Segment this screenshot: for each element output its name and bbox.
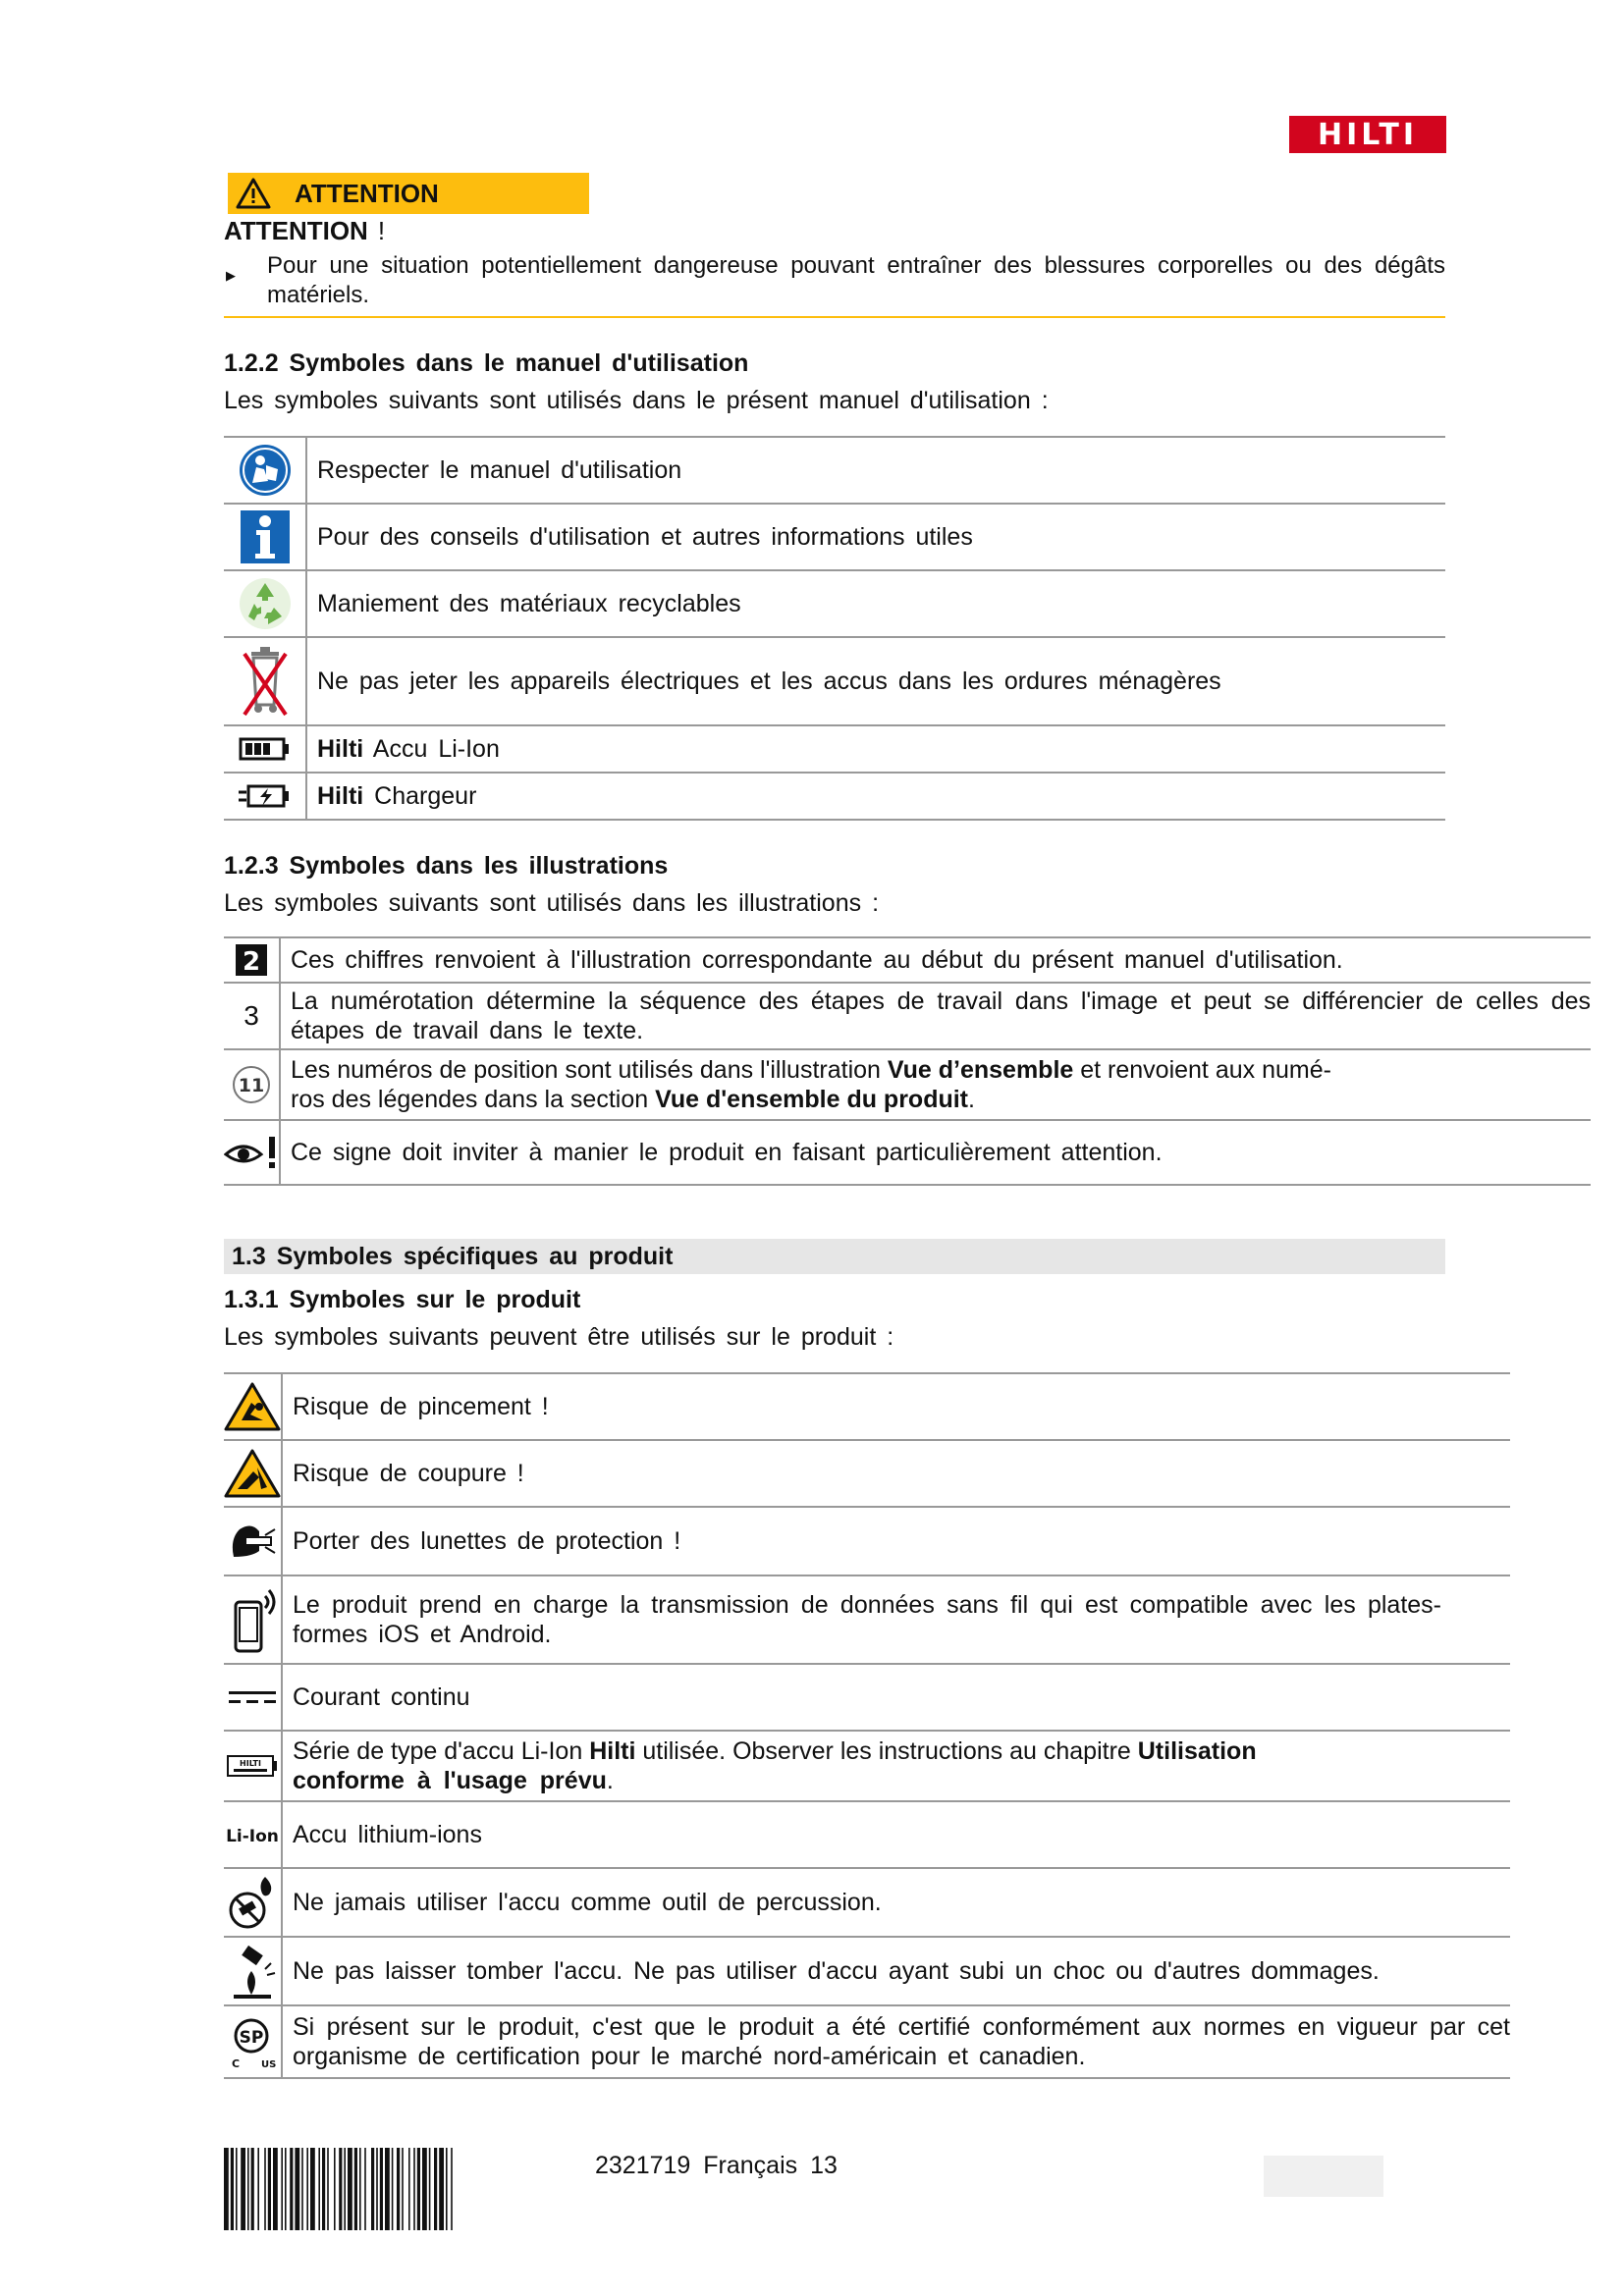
charger-icon [224, 773, 306, 820]
recycle-icon [224, 570, 306, 637]
row-text: La numérotation détermine la séquence des étapes de travail dans l'image et peut se différencier de celles des étapes de travail dans le texte. [280, 983, 1591, 1049]
barcode-bar [380, 2148, 383, 2230]
attention-banner [228, 173, 589, 214]
info-icon [224, 504, 306, 570]
battery-series-icon [224, 1731, 282, 1801]
barcode-bar [376, 2148, 378, 2230]
no-drop-icon [224, 1937, 282, 2005]
barcode [224, 2148, 562, 2230]
direct-current-icon [224, 1664, 282, 1731]
barcode-bar [251, 2148, 254, 2230]
attention-title: ATTENTION ! [224, 216, 386, 245]
barcode-bar [247, 2148, 249, 2230]
row-text: Les numéros de position sont utilisés dans l'illustration Vue d’ensemble et renvoient aux numé-ros des légendes dans la section Vue d'ensemble du produit. [280, 1049, 1591, 1120]
svg-text:US: US [261, 2059, 277, 2070]
barcode-bar [339, 2148, 342, 2230]
barcode-bar [224, 2148, 229, 2230]
barcode-bar [322, 2148, 325, 2230]
attention-divider [224, 316, 1445, 318]
row-text: Ne pas jeter les appareils électriques et les accus dans les ordures ménagères [306, 637, 1445, 725]
barcode-bar [241, 2148, 245, 2230]
barcode-bar [257, 2148, 259, 2230]
attention-eye-icon [224, 1120, 280, 1185]
row-text: Si présent sur le produit, c'est que le produit a été certifié conformément aux normes en vigueur par cet organisme de certification pour le marché nord-américain et canadien. [282, 2005, 1510, 2078]
barcode-bar [310, 2148, 315, 2230]
barcode-bar [371, 2148, 374, 2230]
barcode-bar [364, 2148, 366, 2230]
eye-protection-icon [224, 1507, 282, 1575]
barcode-bar [385, 2148, 390, 2230]
row-text: Ce signe doit inviter à manier le produit en faisant particulièrement attention. [280, 1120, 1591, 1185]
table-row [224, 2005, 1510, 2078]
section-heading-1-2-3: 1.2.3 Symboles dans les illustrations [224, 852, 669, 880]
table-row [224, 1575, 1510, 1664]
barcode-bar [264, 2148, 266, 2230]
footer-box [1264, 2156, 1383, 2197]
barcode-bar [236, 2148, 238, 2230]
barcode-bar [392, 2148, 394, 2230]
attention-bullet: ▶ Pour une situation potentiellement dangereuse pouvant entraîner des blessures corporelles ou des dégâts matériels. [226, 252, 1445, 308]
table-row [224, 637, 1445, 725]
barcode-bar [268, 2148, 271, 2230]
row-text: Accu lithium-ions [282, 1801, 1510, 1868]
bullet-arrow-icon: ▶ [226, 268, 236, 283]
section-heading-1-3: 1.3 Symboles spécifiques au produit [224, 1239, 1445, 1274]
barcode-bar [408, 2148, 410, 2230]
barcode-bar [439, 2148, 444, 2230]
barcode-bar [451, 2148, 453, 2230]
manual-icon [224, 437, 306, 504]
pinch-hazard-icon [224, 1373, 282, 1440]
table-row [224, 1049, 1591, 1120]
row-text: Risque de pincement ! [282, 1373, 1510, 1440]
table-row [224, 1507, 1510, 1575]
table-row [224, 570, 1445, 637]
section-intro-1-2-2: Les symboles suivants sont utilisés dans le présent manuel d'utilisation : [224, 387, 1049, 414]
table-row [224, 1731, 1510, 1801]
barcode-bar [348, 2148, 352, 2230]
figure-number-icon [224, 937, 280, 983]
section-intro-1-2-3: Les symboles suivants sont utilisés dans les illustrations : [224, 889, 880, 917]
barcode-bar [334, 2148, 336, 2230]
illustration-symbols-table [224, 936, 1591, 1186]
row-text: Hilti Chargeur [306, 773, 1445, 820]
page-footer [595, 2152, 838, 2180]
page-number: 13 [810, 2152, 838, 2179]
footer-language: Français [703, 2152, 798, 2179]
barcode-bar [402, 2148, 404, 2230]
barcode-bar [413, 2148, 415, 2230]
barcode-bar [273, 2148, 278, 2230]
row-text: Maniement des matériaux recyclables [306, 570, 1445, 637]
barcode-bar [295, 2148, 299, 2230]
table-row [224, 437, 1445, 504]
product-symbols-table [224, 1372, 1510, 2079]
svg-text:HILTI: HILTI [240, 1759, 261, 1768]
row-text: Ces chiffres renvoient à l'illustration correspondante au début du présent manuel d'utilisation. [280, 937, 1591, 983]
wireless-phone-icon [224, 1575, 282, 1664]
row-text: Ne pas laisser tomber l'accu. Ne pas utiliser d'accu ayant subi un choc ou d'autres dommages. [282, 1937, 1510, 2005]
manual-symbols-table [224, 436, 1445, 821]
battery-icon [224, 725, 306, 773]
barcode-bar [285, 2148, 287, 2230]
barcode-bar [290, 2148, 293, 2230]
barcode-bar [344, 2148, 346, 2230]
table-row [224, 1937, 1510, 2005]
svg-text:2: 2 [242, 947, 261, 976]
section-heading-1-2-2: 1.2.2 Symboles dans le manuel d'utilisation [224, 349, 749, 377]
crossed-bin-icon [224, 637, 306, 725]
barcode-bar [359, 2148, 361, 2230]
svg-text:SP: SP [239, 2028, 264, 2048]
step-number-icon: 3 [224, 983, 280, 1049]
table-row [224, 937, 1591, 983]
barcode-bar [417, 2148, 420, 2230]
cut-hazard-icon [224, 1440, 282, 1507]
section-intro-1-3-1: Les symboles suivants peuvent être utilisés sur le produit : [224, 1323, 894, 1351]
section-heading-1-3-1: 1.3.1 Symboles sur le produit [224, 1286, 581, 1313]
row-text: Ne jamais utiliser l'accu comme outil de percussion. [282, 1868, 1510, 1937]
table-row [224, 725, 1445, 773]
hilti-logo: HILTI [1289, 116, 1446, 153]
warning-triangle-icon [236, 178, 271, 209]
svg-text:11: 11 [238, 1075, 265, 1096]
table-row [224, 1664, 1510, 1731]
barcode-bar [301, 2148, 303, 2230]
barcode-bar [281, 2148, 283, 2230]
barcode-bar [429, 2148, 431, 2230]
doc-number: 2321719 [595, 2152, 691, 2179]
barcode-bar [434, 2148, 437, 2230]
barcode-bar [231, 2148, 234, 2230]
no-hammer-icon [224, 1868, 282, 1937]
table-row [224, 1801, 1510, 1868]
row-text: Porter des lunettes de protection ! [282, 1507, 1510, 1575]
table-row [224, 1440, 1510, 1507]
row-text: Hilti Accu Li-Ion [306, 725, 1445, 773]
table-row [224, 773, 1445, 820]
barcode-bar [422, 2148, 427, 2230]
attention-banner-label: ATTENTION [295, 178, 439, 208]
svg-text:C: C [232, 2057, 241, 2070]
table-row [224, 1373, 1510, 1440]
table-row [224, 1868, 1510, 1937]
row-text: Série de type d'accu Li-Ion Hilti utilisée. Observer les instructions au chapitre Utilisation conforme à l'usage prévu. [282, 1731, 1510, 1801]
barcode-bar [327, 2148, 329, 2230]
barcode-bar [446, 2148, 448, 2230]
table-row [224, 504, 1445, 570]
row-text: Risque de coupure ! [282, 1440, 1510, 1507]
barcode-bar [306, 2148, 308, 2230]
position-number-icon [224, 1049, 280, 1120]
barcode-bar [318, 2148, 320, 2230]
row-text: Respecter le manuel d'utilisation [306, 437, 1445, 504]
row-text: Le produit prend en charge la transmission de données sans fil qui est compatible avec les plates-formes iOS et Android. [282, 1575, 1510, 1664]
row-text: Pour des conseils d'utilisation et autres informations utiles [306, 504, 1445, 570]
table-row [224, 983, 1591, 1049]
barcode-bar [397, 2148, 400, 2230]
table-row [224, 1120, 1591, 1185]
csa-certification-icon [224, 2005, 282, 2078]
li-ion-icon: Li-Ion [224, 1801, 282, 1868]
barcode-bar [354, 2148, 357, 2230]
row-text: Courant continu [282, 1664, 1510, 1731]
